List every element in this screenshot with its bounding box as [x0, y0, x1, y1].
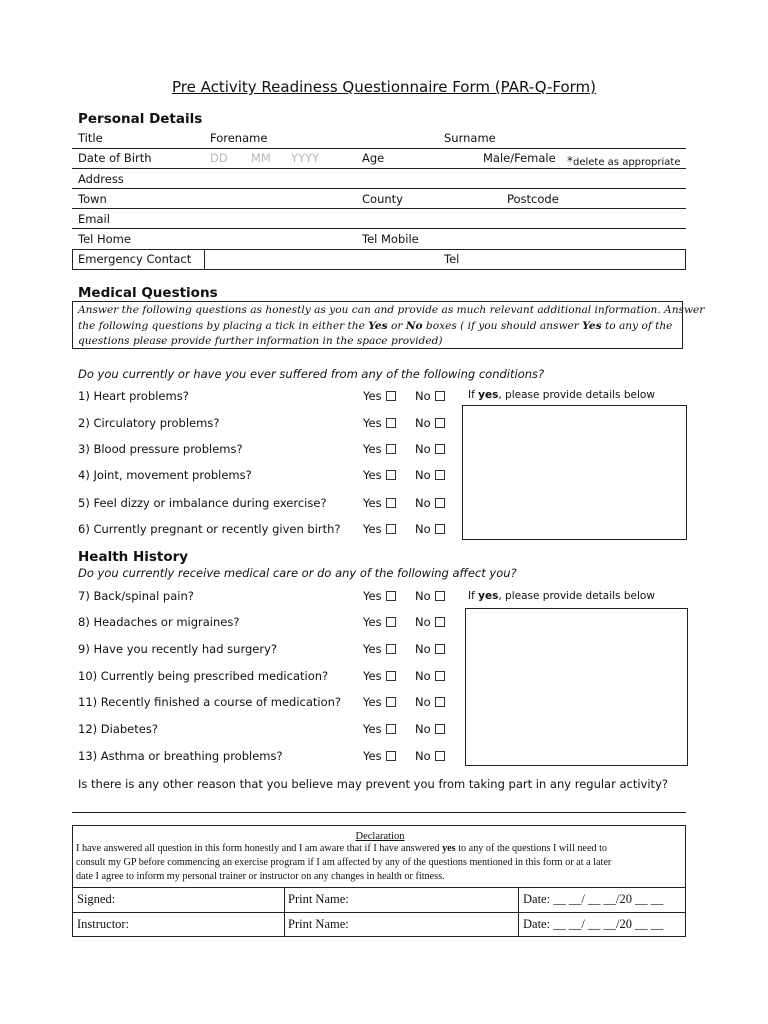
no-checkbox[interactable]: No — [415, 615, 445, 629]
question-8: 8) Headaches or migraines? — [78, 615, 240, 629]
no-checkbox[interactable]: No — [415, 749, 445, 763]
divider — [284, 887, 285, 937]
question-11: 11) Recently finished a course of medication? — [78, 695, 342, 709]
no-checkbox[interactable]: No — [415, 589, 445, 603]
medical-details-box[interactable] — [462, 405, 687, 540]
delete-note — [567, 150, 680, 169]
instructor-date-field[interactable]: Date: __ __/ __ __/20 __ __ — [523, 917, 664, 931]
postcode-label: Postcode — [507, 192, 559, 206]
declaration-line-3: date I agree to inform my personal trainer or instructor on any changes in health or fitness. — [76, 871, 445, 882]
sex-label: Male/Female — [483, 151, 556, 165]
divider — [518, 887, 519, 937]
question-12: 12) Diabetes? — [78, 722, 158, 736]
no-checkbox[interactable]: No — [415, 695, 445, 709]
divider — [72, 228, 686, 229]
question-1: 1) Heart problems? — [78, 389, 189, 403]
question-3: 3) Blood pressure problems? — [78, 442, 243, 456]
question-13: 13) Asthma or breathing problems? — [78, 749, 283, 763]
yes-checkbox[interactable]: Yes — [363, 589, 396, 603]
delete-note-text: delete as appropriate — [573, 157, 681, 168]
question-2: 2) Circulatory problems? — [78, 416, 220, 430]
instruction-line-3: questions please provide further information in the space provided) — [78, 335, 443, 347]
no-checkbox[interactable]: No — [415, 496, 445, 510]
title-label: Title — [78, 131, 103, 145]
tel-mobile-label: Tel Mobile — [362, 232, 419, 246]
county-label: County — [362, 192, 403, 206]
yes-checkbox[interactable]: Yes — [363, 722, 396, 736]
yes-checkbox[interactable]: Yes — [363, 468, 396, 482]
question-6: 6) Currently pregnant or recently given birth? — [78, 522, 341, 536]
print-name-field[interactable]: Print Name: — [288, 892, 349, 906]
no-checkbox[interactable]: No — [415, 642, 445, 656]
emergency-tel-label: Tel — [444, 252, 460, 266]
other-reason-answer-line[interactable] — [72, 812, 686, 813]
other-reason-question: Is there is any other reason that you believe may prevent you from taking part in any regular activity? — [78, 777, 668, 791]
email-label: Email — [78, 212, 110, 226]
page-title: Pre Activity Readiness Questionnaire Form (PAR-Q-Form) — [171, 78, 597, 96]
instructor-field[interactable]: Instructor: — [77, 917, 130, 931]
yes-checkbox[interactable]: Yes — [363, 749, 396, 763]
yes-checkbox[interactable]: Yes — [363, 669, 396, 683]
no-checkbox[interactable]: No — [415, 389, 445, 403]
question-5: 5) Feel dizzy or imbalance during exercise? — [78, 496, 327, 510]
divider — [72, 208, 686, 209]
dob-day-field[interactable]: DD — [210, 151, 228, 165]
asterisk: * — [567, 154, 573, 168]
details-note: If yes, please provide details below — [468, 590, 655, 602]
declaration-line-1: I have answered all question in this form honestly and I am aware that if I have answered yes to any of the questions I will need to — [76, 843, 608, 854]
question-10: 10) Currently being prescribed medication? — [78, 669, 329, 683]
yes-checkbox[interactable]: Yes — [363, 615, 396, 629]
declaration-title: Declaration — [355, 831, 405, 842]
yes-checkbox[interactable]: Yes — [363, 416, 396, 430]
dob-label: Date of Birth — [78, 151, 152, 165]
declaration-line-2: consult my GP before commencing an exercise program if I am affected by any of the questions mentioned in this form or at a later — [76, 857, 612, 868]
address-label: Address — [78, 172, 124, 186]
health-details-box[interactable] — [465, 608, 688, 766]
no-checkbox[interactable]: No — [415, 722, 445, 736]
age-label: Age — [362, 151, 385, 165]
instruction-line-1: Answer the following questions as honestly as you can and provide as much relevant additional information. Answer — [78, 304, 705, 316]
question-4: 4) Joint, movement problems? — [78, 468, 252, 482]
health-intro: Do you currently receive medical care or do any of the following affect you? — [78, 566, 517, 580]
town-label: Town — [78, 192, 107, 206]
no-checkbox[interactable]: No — [415, 669, 445, 683]
date-field[interactable]: Date: __ __/ __ __/20 __ __ — [523, 892, 664, 906]
no-checkbox[interactable]: No — [415, 442, 445, 456]
no-checkbox[interactable]: No — [415, 522, 445, 536]
yes-checkbox[interactable]: Yes — [363, 496, 396, 510]
instructor-print-name-field[interactable]: Print Name: — [288, 917, 349, 931]
surname-label: Surname — [444, 131, 496, 145]
personal-details-heading: Personal Details — [78, 111, 203, 127]
yes-checkbox[interactable]: Yes — [363, 522, 396, 536]
question-7: 7) Back/spinal pain? — [78, 589, 194, 603]
signed-field[interactable]: Signed: — [77, 892, 116, 906]
no-checkbox[interactable]: No — [415, 468, 445, 482]
emergency-contact-label: Emergency Contact — [78, 252, 192, 266]
dob-month-field[interactable]: MM — [251, 151, 271, 165]
forename-label: Forename — [210, 131, 268, 145]
divider — [72, 188, 686, 189]
tel-home-label: Tel Home — [78, 232, 131, 246]
divider — [72, 168, 686, 169]
details-note: If yes, please provide details below — [468, 389, 655, 401]
divider — [204, 249, 205, 270]
yes-checkbox[interactable]: Yes — [363, 695, 396, 709]
yes-checkbox[interactable]: Yes — [363, 442, 396, 456]
dob-year-field[interactable]: YYYY — [291, 151, 320, 165]
yes-checkbox[interactable]: Yes — [363, 389, 396, 403]
instruction-line-2: the following questions by placing a tick in either the Yes or No boxes ( if you should answer Yes to any of the — [78, 320, 673, 332]
yes-checkbox[interactable]: Yes — [363, 642, 396, 656]
health-history-heading: Health History — [78, 549, 189, 565]
no-checkbox[interactable]: No — [415, 416, 445, 430]
divider — [72, 912, 686, 913]
divider — [72, 887, 686, 888]
medical-questions-heading: Medical Questions — [78, 285, 218, 301]
question-9: 9) Have you recently had surgery? — [78, 642, 277, 656]
medical-intro: Do you currently or have you ever suffered from any of the following conditions? — [78, 367, 545, 381]
divider — [72, 148, 686, 149]
